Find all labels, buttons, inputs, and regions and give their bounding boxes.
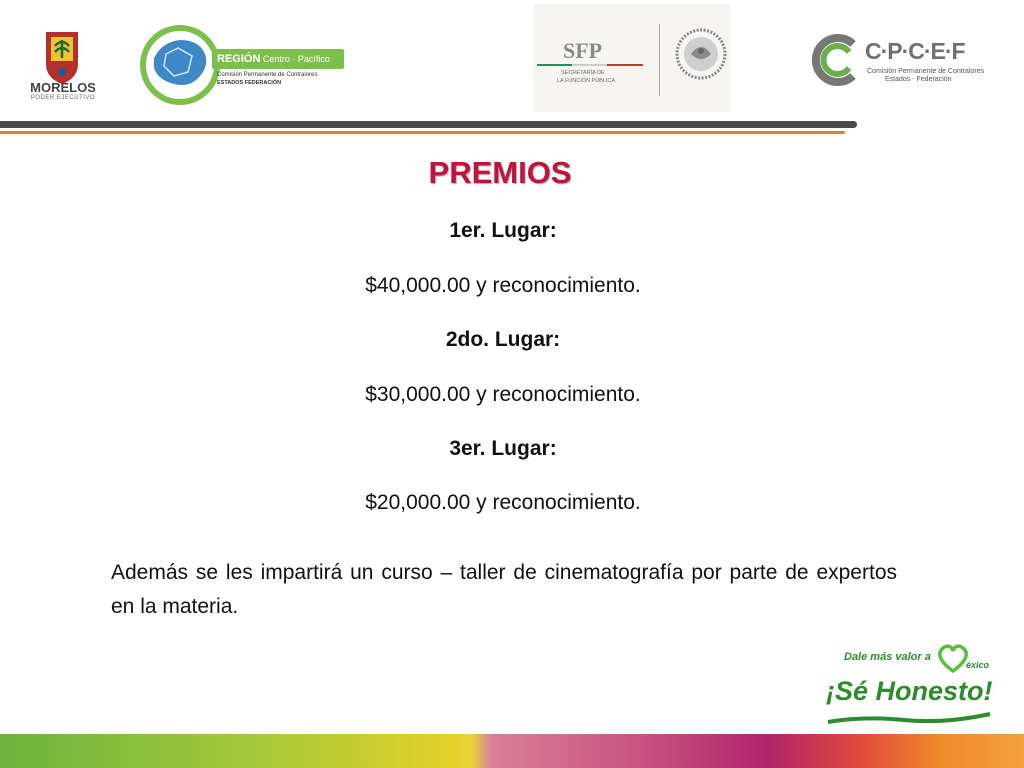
region-centro-pacifico-logo [140,24,350,106]
region-title-strong: REGIÓN [217,53,261,65]
header-rule-dark [0,121,857,128]
morelos-subtitle: PODER EJECUTIVO [30,95,96,101]
slogan-line1b: éxico [966,660,990,670]
cpcef-acronym: C·P·C·E·F [865,38,965,64]
sfp-flag-line [537,64,643,66]
prize-amount-3: $20,000.00 y reconocimiento. [365,491,641,514]
heart-icon [936,642,970,674]
prize-place-1: 1er. Lugar: [449,219,557,242]
sfp-divider [659,24,660,96]
mexican-eagle-seal-icon [673,24,729,84]
region-title-bar [212,49,344,69]
sfp-logo [533,4,731,112]
region-title-rest: Centro · Pacífico [260,54,330,64]
prize-place-2: 2do. Lugar: [445,328,561,351]
page-title: PREMIOS [428,155,572,190]
slogan-main: ¡Sé Honesto! [826,676,993,706]
morelos-name: MORELOS [30,80,96,95]
footer-color-band [0,734,1024,768]
slogan-underline-swoosh [824,710,994,730]
region-line2: ESTADOS FEDERACIÓN [217,80,282,86]
cpcef-c-icon [805,32,861,88]
header-rule-orange [0,131,845,134]
cpcef-logo [805,30,985,90]
extra-info-paragraph: Además se les impartirá un curso – taller de cinematografía por parte de expertos en la materia. [111,561,897,618]
prize-amount-1: $40,000.00 y reconocimiento. [365,274,641,297]
sfp-line1: SECRETARÍA DE [561,70,605,76]
cpcef-line2: Estados - Federación [885,76,952,83]
sfp-acronym: SFP [563,38,603,63]
se-honesto-slogan [820,640,1000,732]
prize-place-3: 3er. Lugar: [449,437,557,460]
morelos-logo [22,28,102,106]
slogan-line1: Dale más valor a [844,651,931,663]
region-line1: Comisión Permanente de Contralores [217,72,318,78]
sfp-line2: LA FUNCIÓN PÚBLICA [557,78,616,84]
prize-amount-2: $30,000.00 y reconocimiento. [365,383,641,406]
cpcef-line1: Comisión Permanente de Contralores [867,68,985,75]
